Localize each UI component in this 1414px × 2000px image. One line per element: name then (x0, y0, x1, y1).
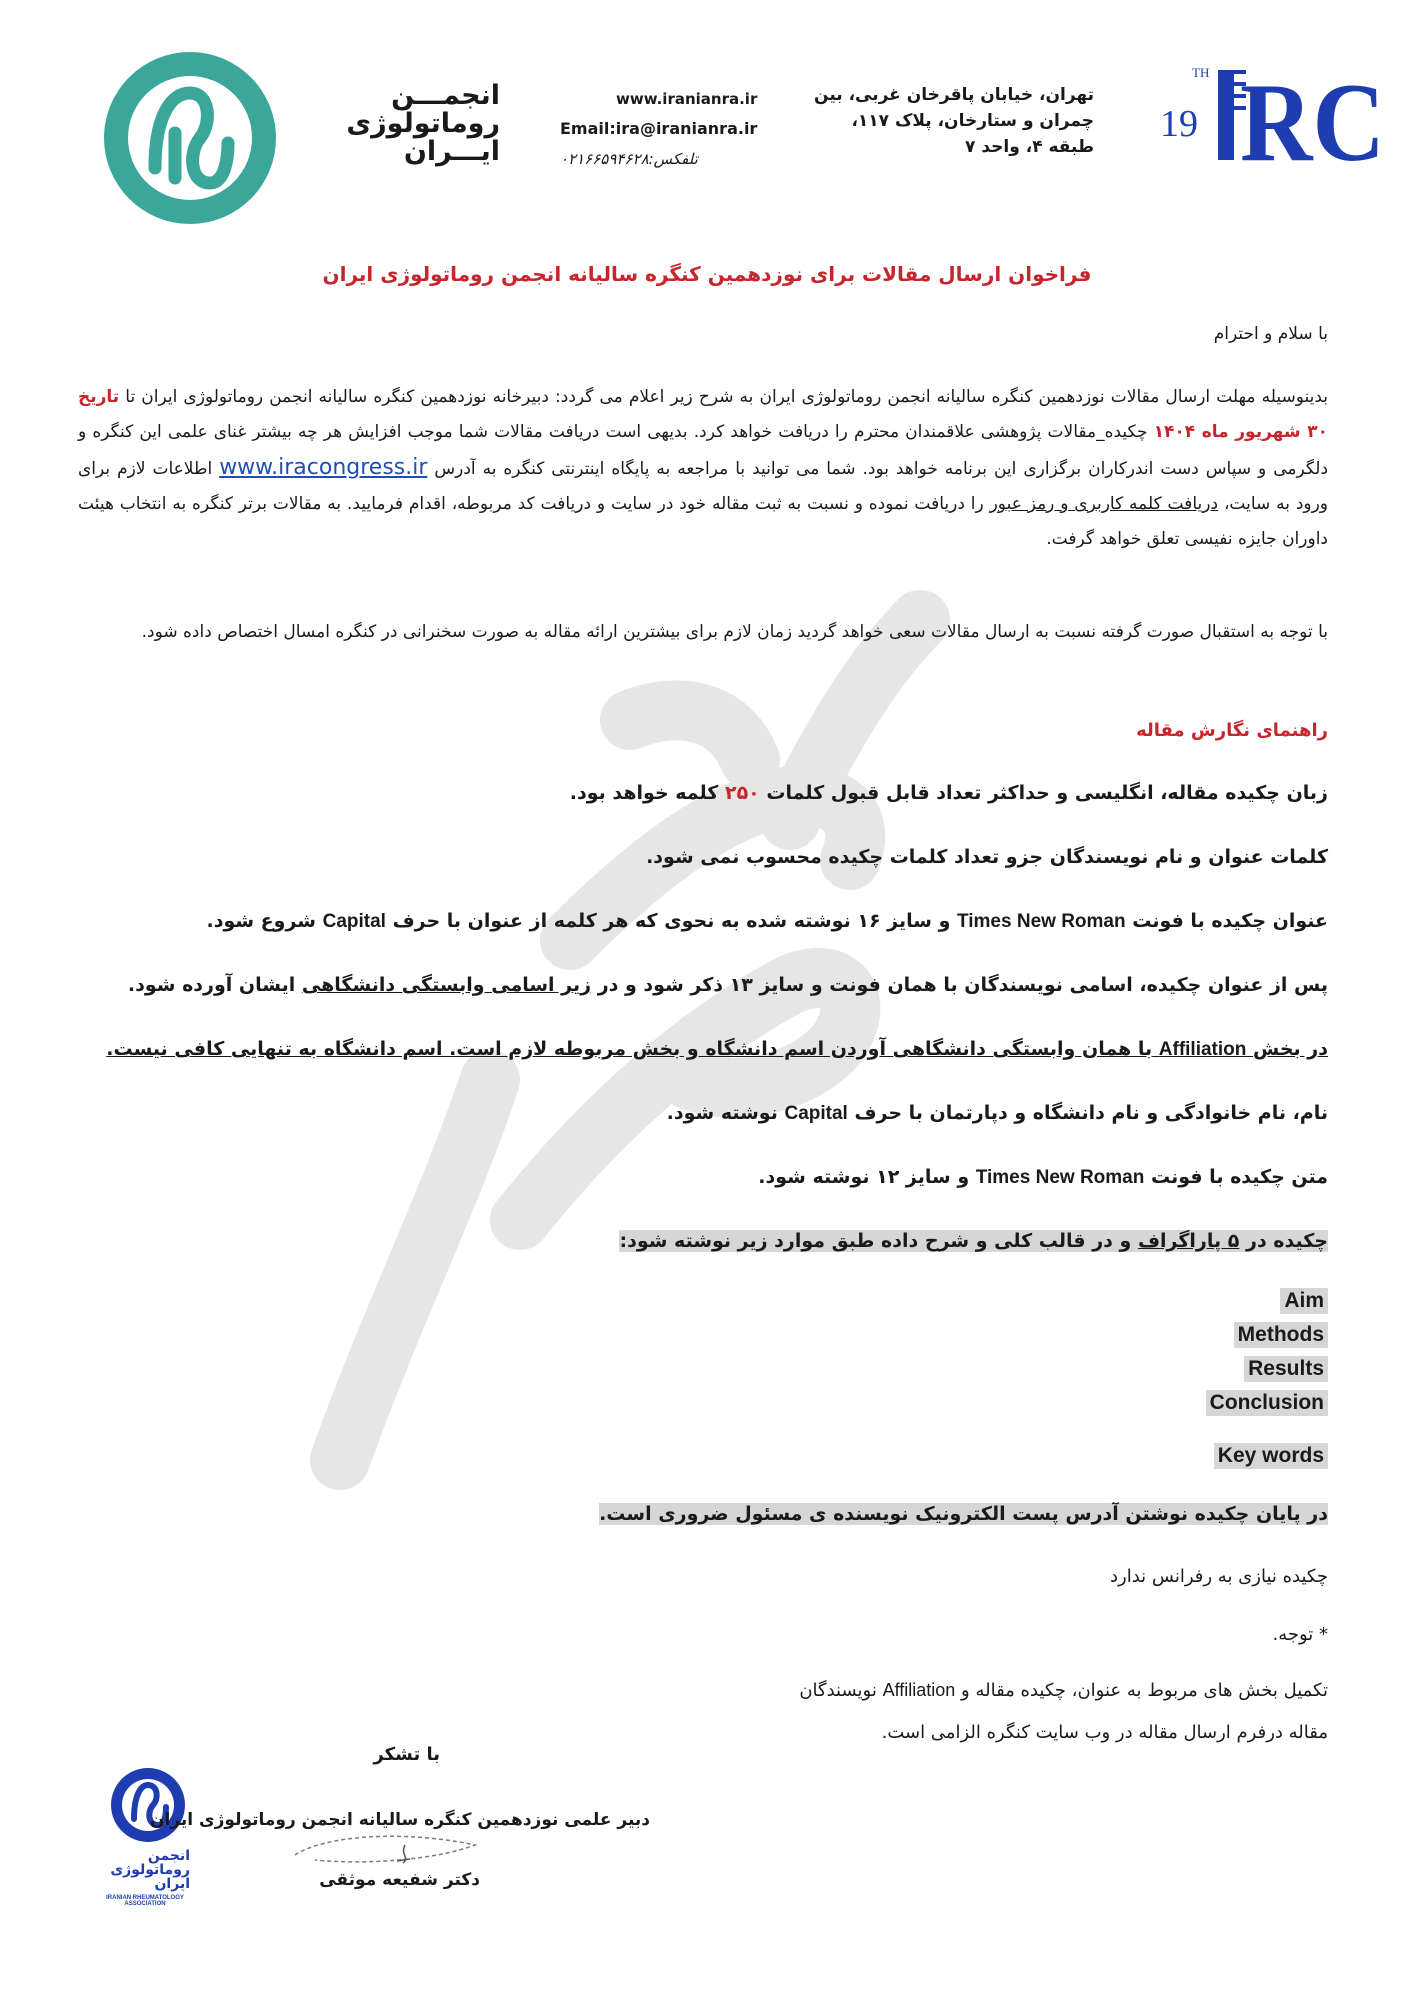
congress-sup: TH (1192, 65, 1210, 80)
stamp-name (100, 1849, 190, 1891)
stamp-icon (108, 1765, 188, 1845)
paragraph-count: ۵ پاراگراف (1137, 1230, 1240, 1252)
association-name-line-3: ایـــران (403, 136, 500, 167)
website-text[interactable]: www.iranianra.ir (616, 90, 758, 108)
guide-line-4-b: ایشان آورده شود. (127, 974, 296, 996)
contact-block (560, 84, 770, 174)
note-line-1-b: نویسندگان (799, 1680, 877, 1701)
phone-text: تلفکس:۰۲۱۶۶۵۹۴۶۲۸ (560, 150, 698, 168)
guide-line-4-a: پس از عنوان چکیده، اسامی نویسندگان با همان فونت و سایز ۱۳ ذکر شود و در (597, 974, 1328, 996)
capital-term: Capital (322, 911, 386, 932)
word-limit: ۲۵۰ (724, 782, 760, 804)
guide-line-6-b: نوشته شود. (666, 1102, 778, 1124)
guide-line-4 (128, 974, 1328, 996)
section-keywords: Key words (1214, 1443, 1328, 1469)
guide-line-3-b: و سایز ۱۶ نوشته شده به نحوی که هر کلمه از عنوان با حرف (392, 910, 951, 932)
guide-line-7-b: و سایز ۱۲ نوشته شود. (758, 1166, 970, 1188)
guide-line-8-b: و در قالب کلی و شرح داده طبق موارد زیر نوشته شود: (619, 1230, 1132, 1252)
guide-line-1-b: کلمه خواهد بود. (569, 782, 719, 804)
stamp-english: IRANIAN RHEUMATOLOGY ASSOCIATION (106, 1895, 184, 1907)
guide-line-6 (667, 1102, 1328, 1125)
intro-text-1: بدینوسیله مهلت ارسال مقالات نوزدهمین کنگره سالیانه انجمن روماتولوژی ایران به شرح زیر اعلام می گردد: دبیرخانه نوزدهمین کنگره سالیانه انجمن روماتولوژی ایران تا (125, 387, 1328, 407)
association-logo (100, 48, 280, 228)
guide-line-7-a: متن چکیده با فونت (1150, 1166, 1328, 1188)
title-font-name: Times New Roman (957, 911, 1126, 932)
intro-paragraph-2: با توجه به استقبال صورت گرفته نسبت به ارسال مقالات سعی خواهد گردید زمان لازم برای بیشترین ارائه مقاله به صورت سخنرانی در کنگره امسال اختصاص داده شود. (141, 622, 1328, 642)
address-line-3: طبقه ۴، واحد ۷ (965, 137, 1094, 157)
body-font-name: Times New Roman (975, 1167, 1145, 1188)
guide-line-10: چکیده نیازی به رفرانس ندارد (1110, 1566, 1328, 1587)
association-name-line-1: انجمـــن (391, 80, 500, 111)
note-affiliation-term: Affiliation (882, 1680, 956, 1700)
guide-line-1 (570, 782, 1328, 804)
note-line-1 (799, 1680, 1328, 1701)
address-block (774, 82, 1094, 160)
note-line-2: مقاله درفرم ارسال مقاله در وب سایت کنگره الزامی است. (881, 1722, 1328, 1743)
guide-line-3 (206, 910, 1328, 933)
signer-name: دکتر شفیعه موثقی (319, 1870, 480, 1890)
intro-text-3: اطلاعات لازم برای ورود به سایت، (78, 459, 1329, 514)
credentials-text: دریافت کلمه کاربری و رمز عبور (989, 494, 1219, 514)
address-line-1: تهران، خیابان پاقرخان غربی، بین (814, 85, 1094, 105)
congress-number: 19 (1160, 103, 1198, 145)
address-line-2: چمران و ستارخان، پلاک ۱۱۷، (851, 111, 1094, 131)
section-aim: Aim (1280, 1288, 1328, 1314)
guide-line-2: کلمات عنوان و نام نویسندگان جزو تعداد کلمات چکیده محسوب نمی شود. (646, 846, 1328, 868)
guide-line-7 (758, 1166, 1328, 1189)
guide-line-5-b: با همان وابستگی دانشگاهی آوردن اسم دانشگاه و بخش مربوطه لازم است. اسم دانشگاه به تنهایی کافی نیست. (106, 1038, 1153, 1060)
guide-line-5-a: در بخش (1253, 1038, 1328, 1060)
guide-line-8-a: چکیده در (1246, 1230, 1328, 1252)
guide-line-1-a: زبان چکیده مقاله، انگلیسی و حداکثر تعداد قابل قبول کلمات (766, 782, 1328, 804)
note-line-1-a: تکمیل بخش های مربوط به عنوان، چکیده مقاله و (961, 1680, 1328, 1701)
congress-mark-icon (1218, 60, 1388, 170)
email-text[interactable]: Email:ira@iranianra.ir (560, 119, 758, 138)
congress-website-link[interactable]: www.iracongress.ir (219, 455, 428, 480)
guide-line-3-c: شروع شود. (206, 910, 316, 932)
congress-logo (1150, 60, 1390, 170)
section-methods: Methods (1234, 1322, 1328, 1348)
guide-line-9: در پایان چکیده نوشتن آدرس پست الکترونیک نویسنده ی مسئول ضروری است. (599, 1503, 1328, 1525)
section-conclusion: Conclusion (1206, 1390, 1328, 1416)
note-label: * توجه. (1272, 1624, 1328, 1645)
intro-text-2: چکیده_مقالات پژوهشی علاقمندان محترم را دریافت خواهد کرد. بدیهی است دریافت مقالات شما موجب افزایش هر چه بیشتر غنای علمی این کنگره و دلگرمی و سپاس دست اندرکاران برگزاری این برنامه خواهد بود. شما می توانید با مراجعه به پایگاه اینترنتی کنگره به آدرس (78, 422, 1329, 479)
capital-term-2: Capital (784, 1103, 848, 1124)
section-results: Results (1244, 1356, 1328, 1382)
intro-text-4: را دریافت نموده و نسبت به ثبت مقاله خود در سایت و دریافت کد مربوطه، اقدام فرمایید. به مقالات برتر کنگره به انتخاب هیئت داوران جایزه نفیسی تعلق خواهد گرفت. (78, 494, 1328, 549)
stamp-logo (100, 1765, 200, 1915)
guide-line-6-a: نام، نام خانوادگی و نام دانشگاه و دپارتمان با حرف (854, 1102, 1328, 1124)
greeting: با سلام و احترام (1213, 324, 1328, 344)
guide-heading: راهنمای نگارش مقاله (1136, 720, 1328, 741)
svg-text:RC: RC (1240, 61, 1385, 170)
intro-paragraph (78, 380, 1328, 557)
association-name (345, 82, 500, 166)
stamp-name-line-2: روماتولوژی (110, 1862, 190, 1878)
association-name-line-2: روماتولوژی (346, 108, 500, 139)
page-title: فراخوان ارسال مقالات برای نوزدهمین کنگره سالیانه انجمن روماتولوژی ایران (322, 262, 1092, 286)
guide-line-8 (619, 1230, 1328, 1252)
guide-line-3-a: عنوان چکیده با فونت (1132, 910, 1328, 932)
signer-role: دبیر علمی نوزدهمین کنگره سالیانه انجمن روماتولوژی ایران (150, 1810, 650, 1830)
deadline-text: تاریخ ۳۰ شهریور ماه ۱۴۰۴ (78, 387, 1328, 442)
closing-thanks: با تشکر (373, 1744, 440, 1765)
stamp-name-line-1: انجمن (147, 1848, 190, 1864)
stamp-name-line-3: ایران (154, 1876, 190, 1892)
guide-line-5 (106, 1038, 1328, 1061)
affiliation-term: Affiliation (1158, 1039, 1247, 1060)
guide-line-4-underlined: زیر اسامی وابستگی دانشگاهی (301, 974, 592, 996)
